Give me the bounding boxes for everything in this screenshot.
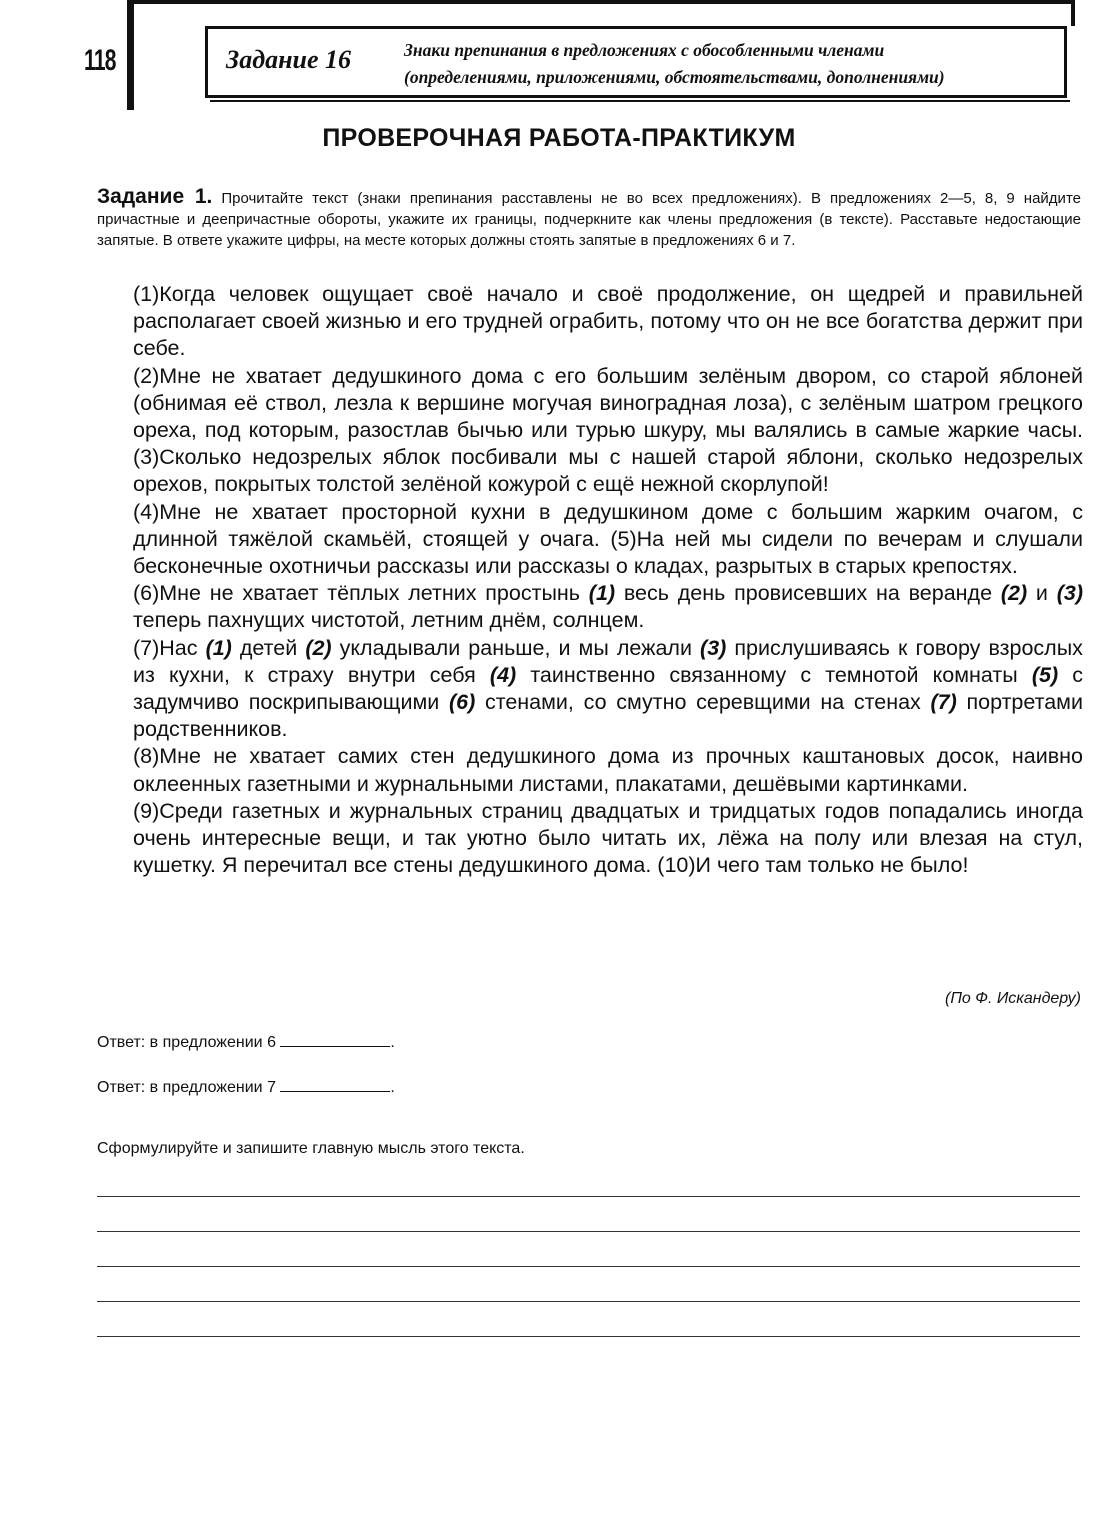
writing-line[interactable] <box>97 1266 1080 1267</box>
paragraph-8: (8)Мне не хватает самих стен дедушкиного дома из прочных каштановых досок, наивно оклеенных газетными и журнальными листами, плакатами, дешёвыми картинками. <box>133 744 1083 796</box>
comma-marker: (3) <box>700 635 727 660</box>
comma-marker: (1) <box>588 581 616 606</box>
paragraph-9: (9)Среди газетных и журнальных страниц двадцатых и тридцатых годов попадались иногда очень интересные вещи, и так уютно было читать их, лёжа на полу или влезая на стул, кушетку. Я перечитал все стены дедушкиного дома. (10)И чего там только не было! <box>133 798 1083 878</box>
instruction <box>97 186 1081 251</box>
answer-7: Ответ: в предложении 7 . <box>97 1079 395 1096</box>
task-label: Задание 1. <box>97 185 213 208</box>
section-title: ПРОВЕРОЧНАЯ РАБОТА-ПРАКТИКУМ <box>322 124 796 152</box>
comma-marker: (3) <box>1056 581 1084 606</box>
answer-7-blank[interactable] <box>280 1077 390 1092</box>
margin-rule <box>127 0 134 110</box>
topic-line-2: (определениями, приложениями, обстоятельствами, дополнениями) <box>404 67 945 87</box>
writing-line[interactable] <box>97 1196 1080 1197</box>
answer-6: Ответ: в предложении 6 . <box>97 1034 395 1051</box>
comma-marker: (2) <box>305 635 332 660</box>
comma-marker: (1) <box>205 635 232 660</box>
writing-line[interactable] <box>97 1301 1080 1302</box>
task-topic <box>404 37 945 91</box>
text-source: (По Ф. Искандеру) <box>944 990 1081 1007</box>
comma-marker: (6) <box>448 690 476 715</box>
answer-6-blank[interactable] <box>280 1032 390 1047</box>
main-idea-prompt: Сформулируйте и запишите главную мысль этого текста. <box>97 1140 525 1157</box>
paragraph-6: (6)Мне не хватает тёплых летних простынь (1) весь день провисевших на веранде (2) и (3) теперь пахнущих чистотой, летним днём, солнцем. <box>133 581 1084 633</box>
comma-marker: (5) <box>1031 662 1059 687</box>
writing-line[interactable] <box>97 1231 1080 1232</box>
paragraph-4: (4)Мне не хватает просторной кухни в дедушкином доме с большим жарким очагом, с длинной тяжёлой скамьёй, стоящей у очага. (5)На ней мы сидели по вечерам и слушали бесконечные охотничьи рассказы или рассказы о кладах, разрытых в старых крепостях. <box>133 499 1083 579</box>
paragraph-1: (1)Когда человек ощущает своё начало и своё продолжение, он щедрей и правильней располагает своей жизнью и его трудней ограбить, потому что он не все богатства держит при себе. <box>133 282 1083 361</box>
page-number: 118 <box>84 44 116 77</box>
task-number: Задание 16 <box>226 45 352 74</box>
topic-line-1: Знаки препинания в предложениях с обособленными членами <box>404 40 885 60</box>
paragraph-2: (2)Мне не хватает дедушкиного дома с его большим зелёным двором, со старой яблоней (обнимая её ствол, лезла к вершине могучая виноградная лоза), с зелёным шатром грецкого ореха, под которым, разостлав бычью или турью шкуру, мы валялись в самые жаркие часы. (3)Сколько недозрелых яблок посбивали мы с нашей старой яблони, сколько недозрелых орехов, покрытых толстой зелёной кожурой с ещё нежной скорлупой! <box>133 363 1083 497</box>
top-rule <box>127 0 1075 4</box>
comma-marker: (2) <box>1000 581 1028 606</box>
writing-line[interactable] <box>97 1336 1080 1337</box>
comma-marker: (4) <box>489 662 517 687</box>
paragraph-7: (7)Нас (1) детей (2) укладывали раньше, и мы лежали (3) прислушиваясь к говору взрослых из кухни, к страху внутри себя (4) таинственно связанному с темнотой комнаты (5) с задумчиво поскрипывающими (6) стенами, со смутно серевщими на стенах (7) портретами родственников. <box>133 635 1083 742</box>
reading-text <box>133 281 1083 879</box>
comma-marker: (7) <box>930 690 957 715</box>
instruction-text: Прочитайте текст (знаки препинания расставлены не во всех предложениях). В предложениях 2—5, 8, 9 найдите причастные и деепричастные обороты, укажите их границы, подчеркните как члены предложения (в тексте). Расставьте недостающие запятые. В ответе укажите цифры, на месте которых должны стоять запятые в предложениях 6 и 7. <box>97 190 1081 249</box>
task-header <box>205 26 1067 98</box>
right-rule <box>1071 0 1075 26</box>
